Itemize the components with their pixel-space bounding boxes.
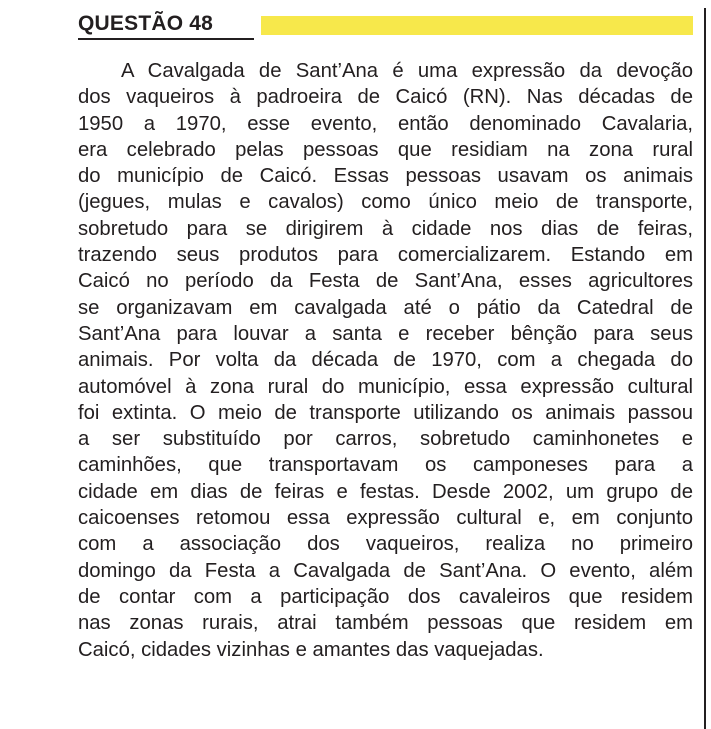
passage-line: domingo da Festa a Cavalgada de Sant’Ana. O evento, além: [78, 559, 693, 582]
passage-line: Caicó, cidades vizinhas e amantes das vaquejadas.: [78, 638, 544, 661]
passage-line: de contar com a participação dos cavaleiros que residem: [78, 585, 693, 608]
passage-line: automóvel à zona rural do município, essa expressão cultural: [78, 375, 693, 398]
passage-line: dos vaqueiros à padroeira de Caicó (RN). Nas décadas de: [78, 86, 693, 109]
passage-line: trazendo seus produtos para comercializarem. Estando em: [78, 244, 693, 267]
question-underline: [78, 38, 254, 40]
passage-line: caicoenses retomou essa expressão cultural e, em conjunto: [78, 507, 693, 530]
passage-line: nas zonas rurais, atrai também pessoas que residem em: [78, 612, 693, 635]
passage-line: (jegues, mulas e cavalos) como único meio de transporte,: [78, 191, 693, 214]
passage-line: do município de Caicó. Essas pessoas usavam os animais: [78, 165, 693, 188]
question-number: QUESTÃO 48: [78, 12, 214, 35]
question-header: [78, 11, 693, 41]
passage-line: caminhões, que transportavam os camponeses para a: [78, 454, 693, 477]
passage-line: era celebrado pelas pessoas que residiam na zona rural: [78, 138, 693, 161]
header-highlight-bar: [261, 16, 693, 35]
passage-line: animais. Por volta da década de 1970, com a chegada do: [78, 349, 693, 372]
passage-line: a ser substituído por carros, sobretudo caminhonetes e: [78, 428, 693, 451]
passage-line: 1950 a 1970, esse evento, então denominado Cavalaria,: [78, 112, 693, 135]
passage-line: sobretudo para se dirigirem à cidade nos dias de feiras,: [78, 217, 693, 240]
passage-line: Sant’Ana para louvar a santa e receber bênção para seus: [78, 322, 693, 345]
passage-line: foi extinta. O meio de transporte utilizando os animais passou: [78, 401, 693, 424]
passage-line: cidade em dias de feiras e festas. Desde 2002, um grupo de: [78, 480, 693, 503]
passage-text: [78, 58, 693, 663]
passage-line: se organizavam em cavalgada até o pátio da Catedral de: [78, 296, 693, 319]
passage-line: A Cavalgada de Sant’Ana é uma expressão da devoção: [121, 60, 693, 82]
column-divider: [704, 8, 706, 729]
passage-line: Caicó no período da Festa de Sant’Ana, esses agricultores: [78, 270, 693, 293]
passage-line: com a associação dos vaqueiros, realiza no primeiro: [78, 533, 693, 556]
